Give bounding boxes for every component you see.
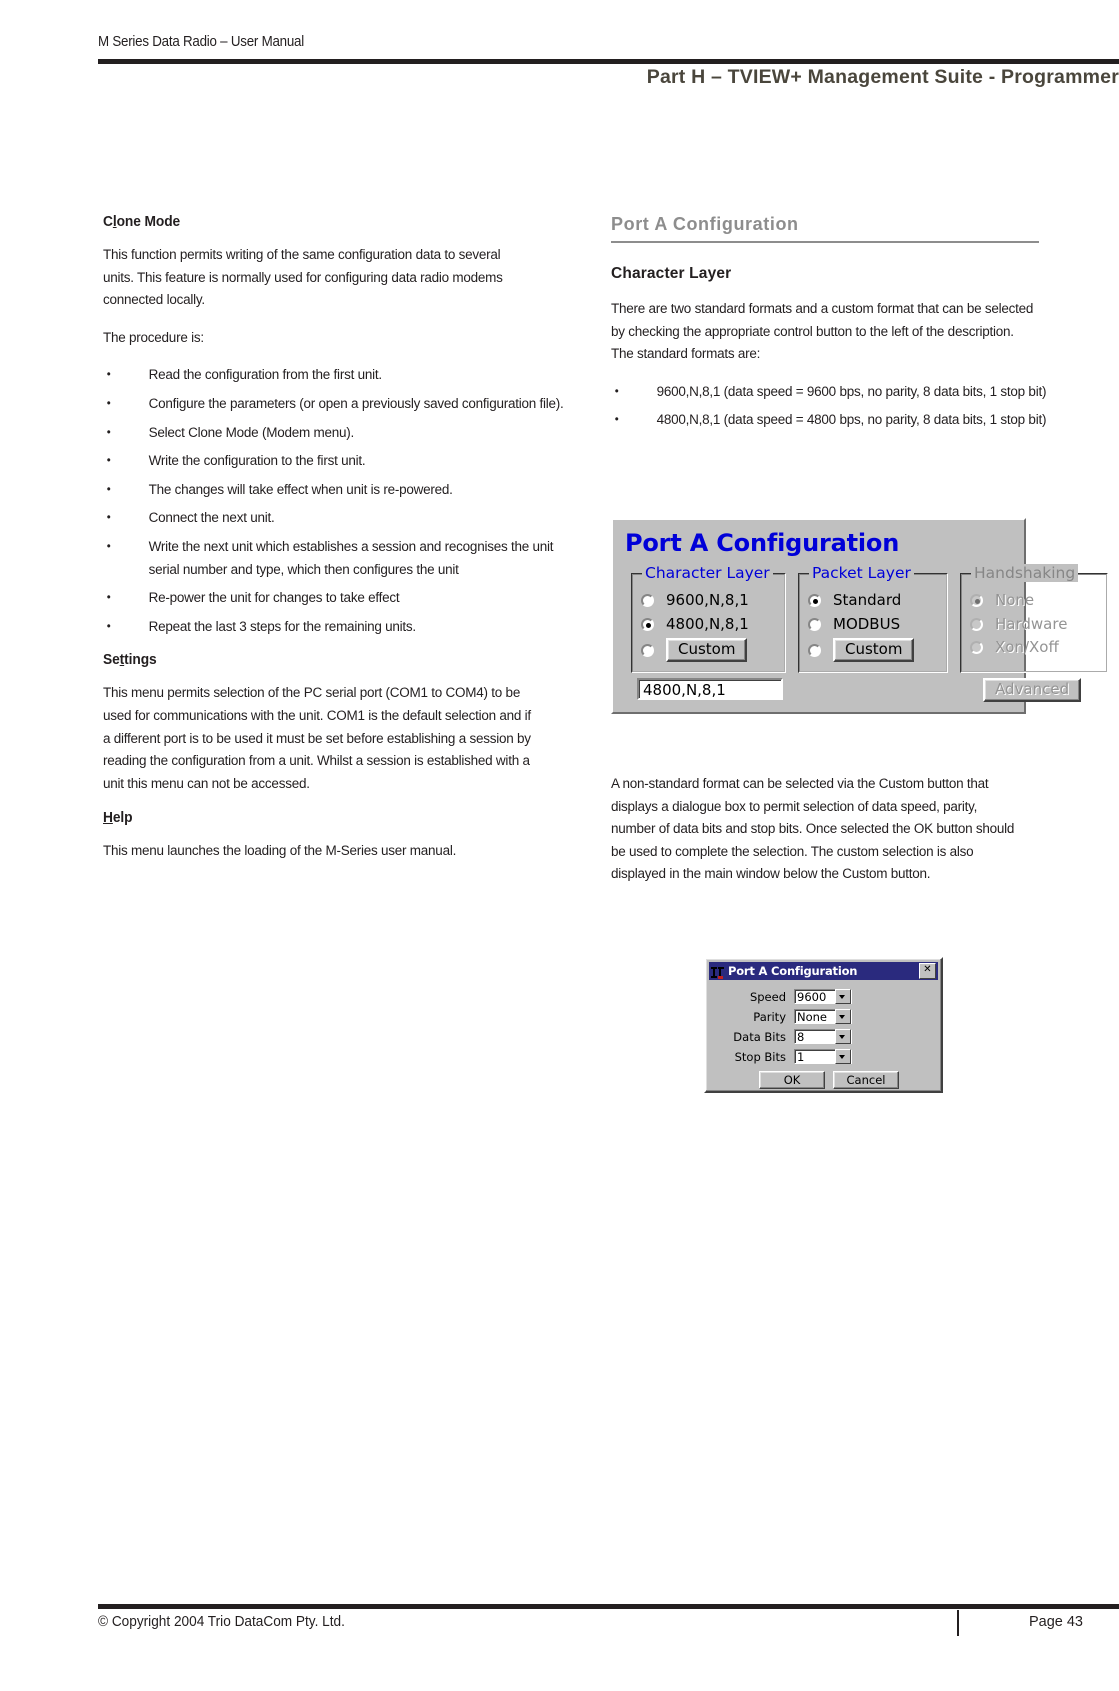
page-header: [98, 34, 1038, 50]
radio-none: [970, 591, 1034, 609]
field-label: Parity: [753, 1009, 786, 1024]
radio-icon-disabled: [970, 618, 983, 631]
radio-icon-selected[interactable]: [641, 618, 654, 631]
radio-label: None: [995, 591, 1035, 609]
help-heading-suffix: elp: [112, 810, 133, 827]
list-item: • Configure the parameters (or open a previously saved configuration file).: [103, 393, 578, 416]
character-layer-paragraph-1: There are two standard formats and a custom format that can be selected by checking the appropriate control button to the left of the description. The standard formats are:: [611, 301, 1034, 363]
radio-custom-packet[interactable]: [808, 638, 914, 662]
custom-button-character[interactable]: Custom: [666, 638, 747, 662]
field-label: Speed: [749, 989, 786, 1004]
window-icon: [711, 965, 725, 978]
list-item: • Connect the next unit.: [103, 507, 578, 530]
help-paragraph: This menu launches the loading of the M-Series user manual.: [103, 843, 457, 860]
character-layer-heading: Character Layer: [611, 265, 732, 282]
chevron-down-icon[interactable]: [835, 1049, 851, 1064]
stop-bits-select[interactable]: [794, 1049, 852, 1064]
custom-format-paragraph: A non-standard format can be selected via the Custom button that displays a dialogue box to permit selection of data speed, parity, number of data bits and stop bits. Once selected the OK button should be used to complete the selection. The custom selection is also displayed in the main window below the Custom button.: [611, 776, 1015, 883]
figure-custom-dialog: [704, 957, 943, 1093]
list-item: • 9600,N,8,1 (data speed = 9600 bps, no parity, 8 data bits, 1 stop bit): [611, 381, 1084, 404]
group-legend-packet-layer: Packet Layer: [809, 564, 914, 582]
standard-formats-list: [611, 381, 1047, 432]
group-packet-layer: [798, 564, 948, 673]
parity-value: None: [797, 1009, 828, 1024]
ok-button[interactable]: OK: [759, 1071, 825, 1089]
radio-icon-selected-disabled: [970, 594, 983, 607]
copyright-notice: © Copyright 2004 Trio DataCom Pty. Ltd.: [98, 1614, 345, 1630]
custom-value-field[interactable]: 4800,N,8,1: [637, 678, 783, 700]
radio-hardware: [970, 615, 1067, 633]
field-stop-bits: [722, 1049, 852, 1064]
header-divider: [98, 59, 1119, 64]
custom-button-packet[interactable]: Custom: [833, 638, 914, 662]
group-legend-handshaking: Handshaking: [971, 564, 1078, 582]
stop-bits-value: 1: [797, 1049, 805, 1064]
field-parity: [722, 1009, 852, 1024]
radio-icon[interactable]: [808, 618, 821, 631]
radio-label: 9600,N,8,1: [666, 591, 749, 609]
clone-mode-paragraph-2: The procedure is:: [103, 329, 204, 346]
list-item: • 4800,N,8,1 (data speed = 4800 bps, no parity, 8 data bits, 1 stop bit): [611, 409, 1084, 432]
radio-icon-disabled: [970, 641, 983, 654]
footer-separator: [957, 1610, 959, 1636]
cancel-button[interactable]: Cancel: [833, 1071, 899, 1089]
list-item: • Select Clone Mode (Modem menu).: [103, 422, 578, 445]
radio-4800[interactable]: [641, 615, 749, 633]
panel-title: Port A Configuration: [625, 529, 900, 557]
page-number: Page 43: [1028, 1614, 1083, 1630]
radio-label: 4800,N,8,1: [666, 615, 749, 633]
list-item: • The changes will take effect when unit is re-powered.: [103, 479, 578, 502]
dialog-title: Port A Configuration: [728, 964, 858, 978]
advanced-button: Advanced: [983, 678, 1081, 702]
field-label: Stop Bits: [734, 1049, 786, 1064]
settings-heading-suffix: tings: [124, 652, 157, 669]
list-item: • Write the configuration to the first unit.: [103, 450, 578, 473]
clone-mode-procedure-list: [103, 364, 564, 638]
right-column: [611, 214, 1047, 446]
radio-icon[interactable]: [641, 594, 654, 607]
chevron-down-icon[interactable]: [835, 989, 851, 1004]
figure-port-a-configuration-panel: [611, 518, 1076, 714]
radio-9600[interactable]: [641, 591, 749, 609]
radio-modbus[interactable]: [808, 615, 900, 633]
data-bits-value: 8: [797, 1029, 805, 1044]
speed-value: 9600: [797, 989, 827, 1004]
help-heading-accelerator: H: [103, 810, 113, 827]
dialog-titlebar: [709, 962, 938, 980]
radio-xonxoff: [970, 638, 1059, 656]
list-item: • Repeat the last 3 steps for the remaining units.: [103, 616, 578, 639]
clone-mode-heading: [103, 214, 512, 230]
chevron-down-icon[interactable]: [835, 1009, 851, 1024]
radio-label: Xon/Xoff: [995, 638, 1059, 656]
list-item: • Re-power the unit for changes to take effect: [103, 587, 578, 610]
group-legend-character-layer: Character Layer: [642, 564, 773, 582]
radio-icon[interactable]: [808, 644, 821, 657]
data-bits-select[interactable]: [794, 1029, 852, 1044]
radio-icon-selected[interactable]: [808, 594, 821, 607]
radio-label: MODBUS: [833, 615, 901, 633]
clone-mode-paragraph-1: This function permits writing of the same configuration data to several units. This feature is normally used for configuring data radio modems connected locally.: [103, 247, 503, 309]
clone-mode-heading-prefix: C: [103, 214, 113, 230]
list-item: • Write the next unit which establishes a session and recognises the unit serial number and type, which then configures the unit: [103, 536, 578, 581]
section-heading-rule: [611, 241, 1039, 243]
speed-select[interactable]: [794, 989, 852, 1004]
close-icon[interactable]: ✕: [919, 963, 936, 979]
running-head: M Series Data Radio – User Manual: [98, 34, 304, 50]
field-label: Data Bits: [733, 1029, 786, 1044]
chevron-down-icon[interactable]: [835, 1029, 851, 1044]
radio-label: Hardware: [995, 615, 1068, 633]
parity-select[interactable]: [794, 1009, 852, 1024]
settings-heading-prefix: Se: [103, 652, 120, 669]
clone-mode-heading-suffix: one Mode: [116, 214, 181, 230]
radio-icon[interactable]: [641, 644, 654, 657]
part-title: Part H – TVIEW+ Management Suite - Programmer: [646, 66, 1119, 88]
footer-divider: [98, 1604, 1119, 1609]
settings-heading: [103, 652, 512, 668]
field-data-bits: [722, 1029, 852, 1044]
radio-custom-character[interactable]: [641, 638, 747, 662]
list-item: • Read the configuration from the first unit.: [103, 364, 578, 387]
clone-mode-heading-accelerator: l: [112, 214, 117, 230]
radio-standard[interactable]: [808, 591, 901, 609]
settings-paragraph: This menu permits selection of the PC serial port (COM1 to COM4) to be used for communications with the unit. COM1 is the default selection and if a different port is to be used it must be set before establishing a session by reading the configuration from a unit. Whilst a session is established with a unit this menu can not be accessed.: [103, 685, 531, 792]
help-heading: [103, 810, 512, 826]
section-heading: Port A Configuration: [611, 214, 799, 234]
group-character-layer: [631, 564, 786, 673]
group-handshaking: [960, 564, 1108, 673]
settings-heading-accelerator: t: [119, 652, 125, 669]
radio-label: Standard: [833, 591, 902, 609]
left-column: [103, 214, 564, 878]
field-speed: [722, 989, 852, 1004]
